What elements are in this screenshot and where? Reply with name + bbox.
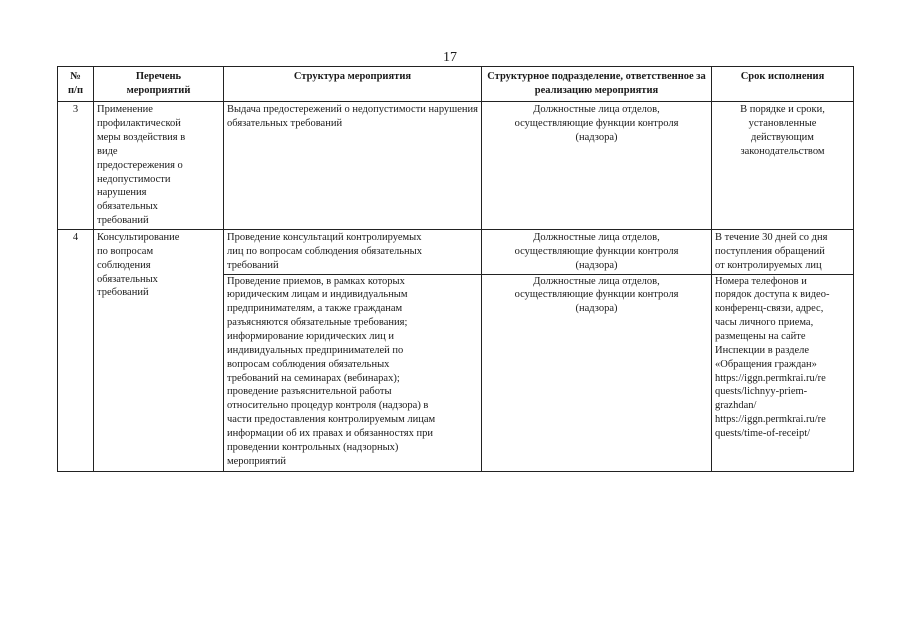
- row-4-structure-1: Проведение консультаций контролируемых лиц по вопросам соблюдения обязательных требований: [224, 231, 481, 275]
- row-4-structure-cell: [224, 230, 482, 472]
- row-4-department-cell: [482, 230, 712, 472]
- row-3-num: 3: [58, 102, 94, 230]
- row-3-deadline: В порядке и сроки, установленные действующим законодательством: [712, 102, 854, 230]
- table-row: [58, 102, 854, 230]
- row-3-list: Применение профилактической меры воздействия в виде предостережения о недопустимости нарушения обязательных требований: [94, 102, 224, 230]
- table-header-row: [58, 67, 854, 102]
- header-department: Структурное подразделение, ответственное за реализацию мероприятия: [482, 67, 712, 102]
- header-num: № п/п: [58, 67, 94, 102]
- row-3-department: Должностные лица отделов, осуществляющие функции контроля (надзора): [482, 102, 712, 230]
- header-list: Перечень мероприятий: [94, 67, 224, 102]
- header-structure: Структура мероприятия: [224, 67, 482, 102]
- row-4-deadline-1: В течение 30 дней со дня поступления обращений от контролируемых лиц: [712, 231, 853, 275]
- measures-table: [57, 66, 854, 472]
- row-3-structure: Выдача предостережений о недопустимости нарушения обязательных требований: [224, 102, 482, 230]
- row-4-department-1: Должностные лица отделов, осуществляющие функции контроля (надзора): [482, 231, 711, 275]
- row-4-deadline-cell: [712, 230, 854, 472]
- row-4-list: Консультирование по вопросам соблюдения обязательных требований: [94, 230, 224, 472]
- row-4-department-2: Должностные лица отделов, осуществляющие функции контроля (надзора): [514, 275, 679, 315]
- row-4-structure-2: Проведение приемов, в рамках которых юридическим лицам и индивидуальным предпринимателям, а также гражданам разъясняются обязательные требования; информирование юридических лиц и индивидуальных предпринимателей по вопросам соблюдения обязательных требований на семинарах (вебинарах); проведение разъяснительной работы относительно процедур контроля (надзора) в части предоставления контролируемым лицам информации об их правах и обязанностях при проведении контрольных (надзорных) мероприятий: [227, 275, 436, 467]
- page-number: 17: [443, 50, 457, 65]
- table-row: [58, 230, 854, 472]
- row-4-num: 4: [58, 230, 94, 472]
- header-deadline: Срок исполнения: [712, 67, 854, 102]
- row-4-deadline-2: Номера телефонов и порядок доступа к видео- конференц-связи, адрес, часы личного приема, размещены на сайте Инспекции в разделе «Обращения граждан» https://iggn.permkrai.ru/re quests/lichnyy-priem- grazhdan/ https://iggn.permkrai.ru/re quests/time-of-receipt/: [715, 275, 830, 440]
